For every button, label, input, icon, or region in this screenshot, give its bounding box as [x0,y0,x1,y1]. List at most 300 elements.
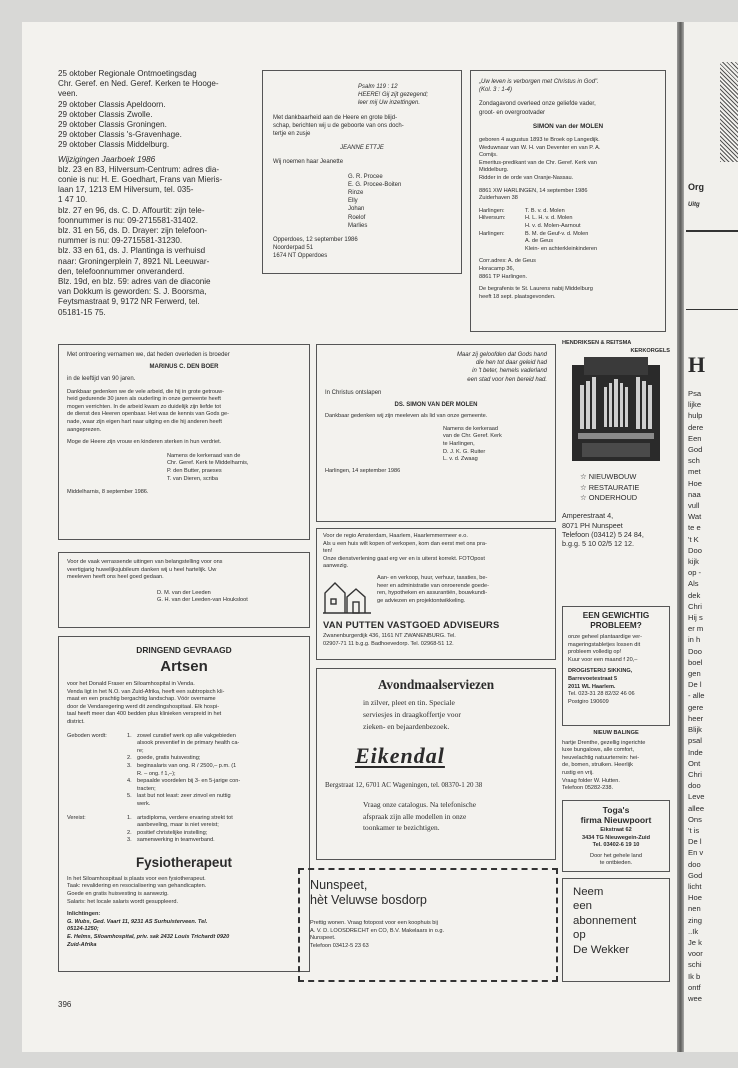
fragment: 't is [688,825,700,835]
weight-title [568,611,664,631]
event-lines [58,69,256,151]
deceased-name: SIMON van der MOLEN [532,122,604,130]
row-key: 5. [127,793,132,800]
fragment: gere [688,702,704,712]
wekker-line: een [573,900,593,913]
change-line: van Dokkum is geworden: S. J. Boorsma, [58,287,207,297]
change-line: nummer is nu: 09-2715581-31230. [58,236,183,246]
fragment: God [688,445,703,455]
weight-text [568,634,664,664]
family-row [479,223,657,231]
text-line: Telefoon 03412-5 23 63 [310,942,369,949]
title-line: Toga's [602,805,630,815]
drugstore [568,668,664,691]
contact-line: 05124-1250; [67,926,99,933]
offered-item [127,771,240,779]
putten-name: VAN PUTTEN VASTGOED ADVISEURS [323,618,500,630]
title-line: PROBLEEM? [590,621,642,630]
burial-line: De begrafenis te St. Laurens nabij Middelburg [479,286,593,293]
text-line: heer en administratie van onroerende goede- [377,582,489,589]
offered-item [127,755,240,763]
text-line: district. [67,718,85,725]
fragment: in h [688,635,701,645]
signature-line: Namens de kerkeraad [443,425,499,432]
fragment: vull [688,501,700,511]
row-value: positief christelijke instelling; [137,829,208,836]
offered-item [127,801,240,809]
next-big-letter: H [688,352,706,377]
change-line: Feytsmastraat 9, 9172 NR Ferwerd, tel. [58,297,200,307]
organ-title-left: HENDRIKSEN & REITSMA [562,340,632,346]
birth-intro [273,114,451,139]
fragment: Blijk [688,725,702,735]
contact-line: E. Helms, Siloamhospital, priv. sak 2432 Louis Trichardt 0920 [67,934,230,941]
address-line: Amperestraat 4, [562,511,614,521]
star-icon: ☆ [580,472,589,482]
balinge-text [562,740,670,793]
organ-builders-ad [562,340,670,600]
family-row [479,208,657,216]
intro-line: groot- en overgrootvader [479,109,546,116]
row-value: B. M. de Geuf-v. d. Molen [525,230,589,237]
info-label: Inlichtingen: [67,911,101,918]
fragment: En v [688,848,704,858]
signature-line: te Harlingen, [443,441,475,447]
fragment: op - [688,568,702,578]
text-line: door de Vendaregering werd dit zendingshospitaal. Elk hospi- [67,703,220,710]
required-item [127,822,233,830]
title-line: Nunspeet, [310,878,368,892]
text-line: in zilver, pleet en tin. Speciale [363,698,455,707]
wekker-line: Neem [573,886,604,898]
change-line: blz. 23 en 83, Hilversum-Centrum: adres dia- [58,164,220,174]
address-line: Zuiderhaven 38 [479,195,518,202]
fragment: Hoe [688,893,702,903]
fragment: schi [688,960,702,970]
title-line: firma Nieuwpoort [580,815,652,825]
boer-wish: Moge de Heere zijn vrouw en kinderen sterken in hun verdriet. [67,439,222,446]
putten-intro [323,533,549,571]
place-line: Noorderpad 51 [273,245,314,252]
fragment: Ont [688,758,701,768]
text-line: heid gedurende 30 jaren als ouderling in onze gemeente heeft [67,396,221,403]
child-name: JEANNE ETTJE [340,145,384,152]
text-line: Venda ligt in het N.O. van Zuid-Afrika, heeft een subtropisch kli- [67,688,225,695]
toga-address [567,827,665,850]
text-line: rustig en vrij. [562,769,594,776]
jaarboek-changes [58,165,256,318]
address-line: Zwanenburgerdijk 436, 1161 NT ZWANENBURG. Tel. [323,632,456,639]
nunspeet-text [310,920,546,950]
physio-title: Fysiotherapeut [136,854,232,870]
page-number: 396 [58,1000,72,1009]
urgent-heading: DRINGEND GEVRAAGD [136,645,232,655]
wekker-line: De Wekker [573,943,630,956]
doctors-wanted-ad [58,636,310,972]
signature-line: T. van Dieren, scriba [167,475,218,482]
text-line: Kuur voor een maand f 20,– [568,656,638,663]
birth-announcement [262,70,462,274]
address-line: Tel. 03402-6 19 10 [592,842,640,849]
intro-line: schap, berichten wij u de geboorte van ons doch- [273,122,404,129]
communion-title: Avondmaalserviezen [377,677,495,692]
psalm-verse [358,83,451,108]
row-key [127,771,137,779]
row-key: 4. [127,778,132,785]
text-line: de dienst des Heeren openbaar. Het was de kennis van Gods ge- [67,411,230,418]
text-line: ten! [323,548,333,555]
fragment: Inde [688,747,703,757]
harlingen-signature [443,426,547,464]
fragment: De l [688,680,702,690]
molen-address [479,188,657,203]
wekker-line: abonnement [573,914,637,927]
row-key [127,786,137,794]
text-line: voor het Donald Fraser en Siloamhospital in Venda. [67,681,195,687]
subscription-ad [562,878,670,982]
text-line: Vraag folder W. Hutten. [562,777,620,784]
jubilee-thanks [58,552,310,628]
next-words [688,388,704,1004]
text-line: ren, hypotheken en assurantiën, bouwkundi- [377,590,488,597]
fragment: te e [688,523,701,533]
fragment: 't K [688,534,699,544]
event-line: 29 oktober Classis Middelburg. [58,140,170,150]
text-line: ge adviezen en projektontwikkeling. [377,597,466,604]
drugstore-tel [568,691,664,706]
row-value: werk. [137,800,151,807]
houses-logo-icon [323,575,371,615]
leeden-signature [157,590,301,605]
row-value: aanbeveling, maar is niet vereist; [137,822,219,829]
putten-middle [323,575,549,615]
wekker-line: op [573,929,586,942]
fragment: sch [688,456,700,466]
fragment: Psa [688,389,702,398]
text-line: Salaris: het locale salaris wordt gesuppleerd. [67,898,179,905]
family-name: G. R. Procee [348,173,383,180]
required-item [127,830,233,838]
text-line: veertigjarig huwelijksjubileum danken wij u heel hartelijk. Uw [67,566,217,573]
offered-item [127,763,240,771]
required-list [127,815,233,845]
text-line: Vraag onze catalogus. Na telefonische [363,800,477,809]
title-line: hèt Veluwse bosdorp [310,893,427,907]
harlingen-intro: In Christus ontslapen [325,389,382,396]
text-line: Voor de vaak verrassende uitingen van belangstelling voor ons [67,559,223,565]
text-line: hartje Drenthe, gezellig ingerichte [562,739,646,746]
row-key: Harlingen: [479,207,505,214]
row-key: 2. [127,755,132,762]
bio-line: Weduwnaar van W. H. van Deventer en van P. A. [479,144,601,151]
contact-line: G. Wubs, Ged. Vaart 11, 9231 AS Surhuisterveen. Tel. [67,918,208,925]
row-key: Hilversum: [479,215,506,222]
text-line: probleem volledig op! [568,649,622,656]
molen-family [479,208,657,254]
fragment: Doo [688,545,702,555]
fragment: Wat [688,512,702,522]
birth-place [273,236,451,261]
bio-line: Emeritus-predikant van de Chr. Geref. Kerk van [479,159,597,166]
text-line: Onze dienstverlening gaat erg ver en is uiterst korrekt. FOTOpost [323,555,485,562]
correspondence-address [479,258,657,281]
text-line: heuvelachtig natuurterrein: hei- [562,754,640,761]
row-value: bepaalde voordelen bij 3- en 5-jarige con- [137,778,241,785]
change-line: laan 17, 1213 EM Hilversum, tel. 035- [58,185,194,195]
text-line: mogen verrichten. In de arbeid kwam zo duidelijk zijn liefde tot [67,403,221,410]
fragment: boel [688,657,703,667]
offered-item [127,733,240,741]
fragment: Hij s [688,613,703,623]
verse-line: Psalm 119 : 12 [358,84,398,90]
fragment: kijk [688,557,699,567]
fragment: God [688,870,703,880]
fragment: doo [688,781,701,791]
change-line: blz. 33 en 61, ds. J. Plantinga is verhuisd [58,246,206,256]
place-line: Opperdoes, 12 september 1986 [273,237,358,244]
leeden-text [67,559,301,582]
signature-line: G. H. van der Leeden-van Houksloot [157,597,248,604]
fragment: Als [688,579,699,589]
row-value: R. – ong. f 1,–); [137,770,176,777]
boer-intro: Met ontroering vernamen we, dat heden overleden is broeder [67,352,230,358]
text-line: te ontbieden. [599,860,633,867]
service-item [580,493,670,503]
doctors-title: Artsen [160,658,208,675]
magazine-page [22,22,677,1052]
fragment: wee [688,993,702,1003]
row-value: zowel curatief werk op alle vakgebieden [137,732,236,739]
burial-line: heeft 18 sept. plaatsgevonden. [479,293,556,300]
signature-line: P. den Butter, praeses [167,467,222,474]
text-line: Taak: revalidering en resocialisering van gehandicapten. [67,883,207,890]
fragment: dek [688,590,701,600]
required-item [127,815,233,823]
jaarboek-heading: Wijzigingen Jaarboek 1986 [58,154,156,164]
fragment: - alle [688,691,705,701]
event-line: 29 oktober Classis Apeldoorn. [58,99,166,109]
offered-list [127,733,240,809]
harlingen-text: Dankbaar gedenken wij zijn meeleven als lid van onze gemeente. [325,413,488,420]
intro-line: tertje en zusje [273,131,311,138]
nunspeet-title [310,878,546,908]
weight-problem-ad [562,606,670,726]
required-block [67,815,301,845]
next-page-pattern [720,62,738,162]
announcements-column [58,69,256,318]
event-line: veen. [58,89,78,99]
change-line: Blz. 19d, en blz. 59: adres van de diaconie [58,277,211,287]
text-line: afspraak zijn alle modellen in onze [363,811,467,821]
fragment: ontf [688,982,701,992]
event-line: 25 oktober Regionale Ontmoetingsdag [58,69,197,78]
eikendal-logo: Eikendal [355,743,445,768]
bio-line: Middelburg. [479,167,509,174]
change-line: 05181-15 75. [58,307,106,317]
tel-line: Postgiro 190609 [568,698,609,705]
bio-line: Comijs. [479,152,498,159]
molen-bio [479,137,657,183]
fragment: lijke [688,400,702,410]
fragment: Hoe [688,478,702,488]
verse-line: Maar zij geloofden dat Gods hand [456,352,547,358]
family-name: Roelof [348,214,366,221]
fragment: Leve [688,792,705,802]
nunspeet-ad [298,868,558,982]
next-uitg: Uitg [688,202,700,208]
verse-line: leer mij Uw inzettingen. [358,100,421,107]
communion-sets-ad [316,668,556,860]
fragment: Ik b [688,971,701,981]
text-line: Prettig wonen. Vraag fotopost voor een koophuis bij [310,920,438,926]
row-key: 1. [127,732,132,739]
place-line: 1674 NT Opperdoes [273,253,328,260]
fragment: ..Ik [688,926,699,936]
row-key [479,246,525,254]
fragment: zing [688,915,702,925]
offered-item [127,748,240,756]
event-line: Chr. Geref. en Ned. Geref. Kerken te Hooge- [58,79,219,89]
row-value: H. v. d. Molen-Aarnout [525,222,581,229]
change-line: foonnummer is nu: 09-2715581-31402. [58,215,198,225]
fragment: Ons [688,814,702,824]
row-key [479,238,525,246]
toga-ad [562,800,670,872]
contact-line: Zuid-Afrika [67,941,97,948]
verse-line: die hen tot daar geleid had [475,360,547,367]
address-line: Horacamp 36, [479,265,515,272]
fragment: hulp [688,411,703,421]
organ-services [580,472,670,503]
fragment: dere [688,422,704,432]
info-contacts [67,919,301,949]
star-icon: ☆ [580,493,589,502]
required-item [127,837,233,845]
signature-line: D. M. van der Leeden [157,589,211,596]
address-line: 3434 TG Nieuwegein-Zuid [581,834,651,841]
family-row [479,246,657,254]
fragment: met [688,467,701,477]
row-value: H. L. H. v. d. Molen [525,215,573,222]
fragment: voor [688,949,703,959]
address-line: Eikstraat 62 [600,827,632,833]
putten-address [323,633,549,648]
service-item [580,483,670,493]
signature-line: van de Chr. Geref. Kerk [443,433,502,440]
required-label: Vereist: [67,814,86,821]
address-line: 8861 TP Harlingen. [479,273,527,280]
kolossenzen-verse [479,78,657,94]
molen-intro [479,100,657,116]
event-line: 29 oktober Classis Groningen. [58,120,167,130]
row-key [127,822,137,830]
row-key: 2. [127,829,132,836]
harlingen-name: DS. SIMON VAN DER MOLEN [394,402,478,409]
offered-item [127,793,240,801]
boer-text [67,389,301,435]
row-key: 3. [127,762,132,769]
family-names [348,173,451,230]
text-line: onze geheel plantaardige ver- [568,634,643,640]
row-key [127,748,137,756]
text-line: Nunspeet. [310,935,336,942]
text-line: Door het gehele land [590,852,642,859]
fragment: allee [688,803,705,813]
communion-lines [363,697,547,733]
shop-line: DROGISTERIJ SIKKING, [568,668,633,675]
signature-line: L. v. d. Zwaag [443,456,478,463]
wekker-lines [573,885,659,957]
fragment: Chri [688,769,702,779]
address-line: Corr.adres: A. de Geus [479,258,536,265]
row-value: re; [137,747,144,754]
family-row [479,238,657,246]
hospital-intro [67,681,301,727]
binding-gutter [677,22,684,1052]
shop-line: 2011 WL Haarlem. [568,683,616,690]
balinge-title: NIEUW BALINGE [593,730,639,736]
organ-address [562,511,670,548]
death-notice-den-boer [58,344,310,540]
verse-line: (Kol. 3 : 1-4) [479,87,513,94]
family-name: Rinze [348,190,364,197]
row-key: 3. [127,837,132,844]
bio-line: Ridder in de orde van Oranje-Nassau. [479,174,574,181]
fragment: nen [688,904,701,914]
text-line: Aan- en verkoop, huur, verhuur, taxaties, be- [377,574,488,581]
fragment: Doo [688,646,702,656]
change-line: blz. 27 en 96, ds. C. D. Affourtit: zijn tele- [58,205,205,215]
nickname-line: Wij noemen haar Jeanette [273,159,344,166]
text-line: taal heeft meer dan 400 bedden plus klinieken verspreid in het [67,711,222,718]
row-value: beginsalaris van ong. R / 2500,– p.m. (1 [137,762,237,769]
offered-block [67,733,301,809]
event-line: 29 oktober Classis Zwolle. [58,109,153,119]
boer-signature [167,453,301,483]
boer-place: Middelharnis, 8 september 1986. [67,489,149,496]
text-line: luxe bungalows, alle comfort, [562,747,635,754]
row-value: tracten; [137,785,156,792]
row-value: T. B. v. d. Molen [525,207,565,214]
title-line: EEN GEWICHTIG [582,611,650,620]
text-line: serviesjes in draagkoffertje voor [363,710,461,719]
row-value: artsdiploma, verdere ervaring strekt tot [137,814,233,821]
text-line: maat en een prachtig bergachtig landschap. Vóór overname [67,696,216,703]
family-name: Johan [348,206,365,213]
next-sketch [686,230,738,310]
family-name: E. G. Procee-Boiten [348,181,402,188]
row-value: Klein- en achterkleinkinderen [525,245,598,252]
star-icon: ☆ [580,482,589,492]
fragment: gen [688,669,701,679]
offered-item [127,740,240,748]
text-line: Dankbaar gedenken we de vele arbeid, die hij in grote getrouw- [67,388,225,395]
fragment: De l [688,837,702,847]
offered-item [127,778,240,786]
row-value: alsook preventief in de primary health ca- [137,740,240,747]
address-line: b.g.g. 5 10 02/5 12 12. [562,539,634,549]
hebreeen-verse [325,351,547,384]
text-line: A. V. D. LOOSDRECHT en CO, B.V. Makelaars in o.g. [310,927,445,934]
family-name: Marlies [348,222,368,229]
row-value: samenwerking in teamverband. [137,837,215,844]
verse-line: een stad voor hen bereid had. [467,376,547,383]
row-key [127,801,137,809]
catalogue-lines [363,799,547,834]
fragment: Een [688,433,702,443]
address-line: 8071 PH Nunspeet [562,520,623,530]
boer-age: in de leeftijd van 90 jaren. [67,376,136,383]
